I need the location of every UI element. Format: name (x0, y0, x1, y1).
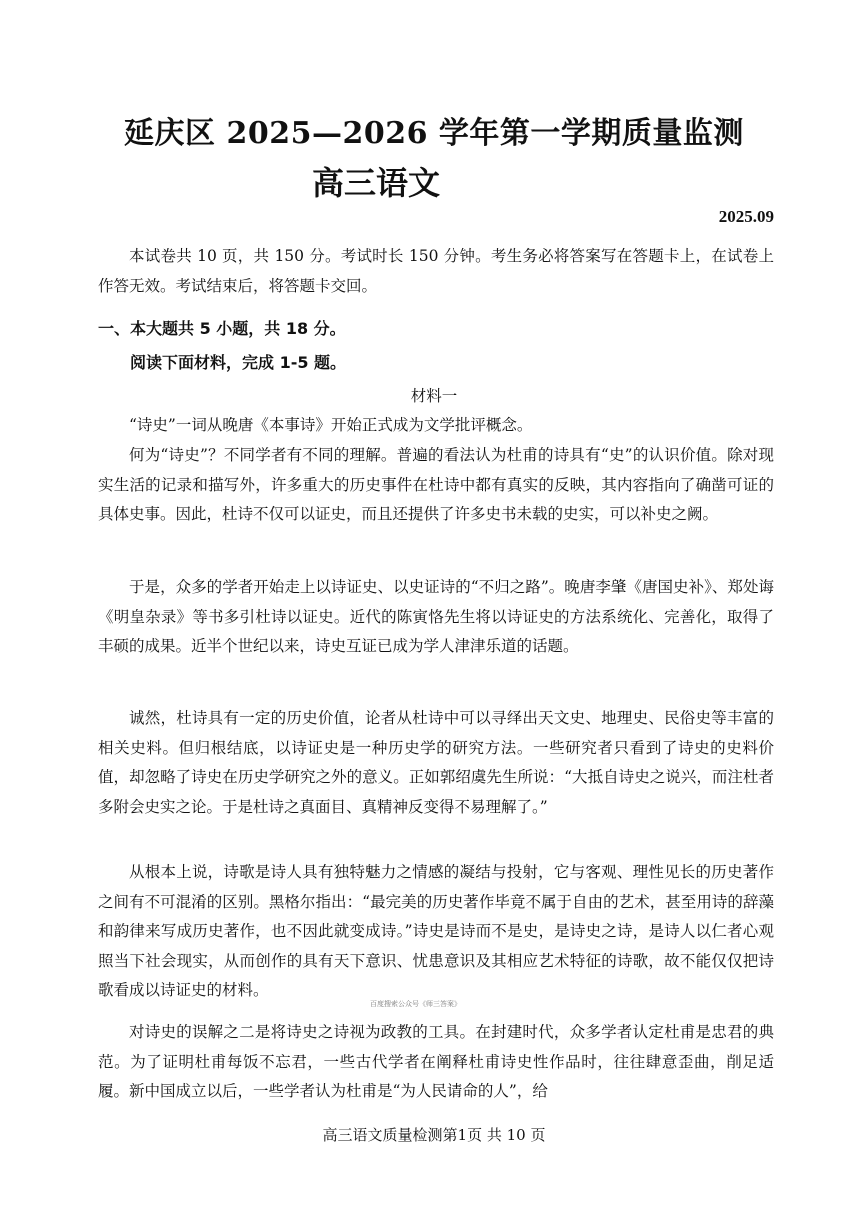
paragraph-1: “诗史”一词从晚唐《本事诗》开始正式成为文学批评概念。 (129, 416, 533, 434)
section-heading: 一、本大题共 5 小题，共 18 分。 (98, 319, 346, 338)
paragraph-3: 于是，众多的学者开始走上以诗证史、以史证诗的“不归之路”。晚唐李肇《唐国史补》、郑处诲《明皇杂录》等书多引杜诗以证史。近代的陈寅恪先生将以诗证史的方法系统化、完善化，取得了丰硕的成果。近半个世纪以来，诗史互证已成为学人津津乐道的话题。 (98, 578, 774, 655)
exam-date: 2025.09 (718, 207, 774, 226)
exam-instructions: 本试卷共 10 页，共 150 分。考试时长 150 分钟。考生务必将答案写在答题卡上，在试卷上作答无效。考试结束后，将答题卡交回。 (98, 247, 774, 295)
paragraph-6: 对诗史的误解之二是将诗史之诗视为政教的工具。在封建时代，众多学者认定杜甫是忠君的典范。为了证明杜甫每饭不忘君，一些古代学者在阐释杜甫诗史性作品时，往往肆意歪曲，削足适履。新中国成立以后，一些学者认为杜甫是“为人民请命的人”，给 (98, 1023, 774, 1100)
section-instruction: 阅读下面材料，完成 1-5 题。 (130, 353, 347, 372)
page-footer: 高三语文质量检测第1页 共 10 页 (322, 1126, 546, 1144)
paragraph-4: 诚然，杜诗具有一定的历史价值，论者从杜诗中可以寻绎出天文史、地理史、民俗史等丰富的相关史料。但归根结底，以诗证史是一种历史学的研究方法。一些研究者只看到了诗史的史料价值，却忽略了诗史在历史学研究之外的意义。正如郭绍虞先生所说：“大抵自诗史之说兴，而注杜者多附会史实之论。于是杜诗之真面目、真精神反变得不易理解了。” (98, 709, 774, 816)
material-title: 材料一 (410, 387, 458, 405)
paragraph-2: 何为“诗史”？不同学者有不同的理解。普遍的看法认为杜甫的诗具有“史”的认识价值。除对现实生活的记录和描写外，许多重大的历史事件在杜诗中都有真实的反映，其内容指向了确凿可证的具体史事。因此，杜诗不仅可以证史，而且还提供了许多史书未载的史实，可以补史之阙。 (98, 446, 774, 523)
exam-subject: 高三语文 (312, 164, 441, 202)
watermark: 百度搜索公众号《师三答案》 (370, 1000, 461, 1008)
exam-title: 延庆区 2025—2026 学年第一学期质量监测 (124, 116, 744, 151)
paragraph-5: 从根本上说，诗歌是诗人具有独特魅力之情感的凝结与投射，它与客观、理性见长的历史著作之间有不可混淆的区别。黑格尔指出：“最完美的历史著作毕竟不属于自由的艺术，甚至用诗的辞藻和韵律来写成历史著作，也不因此就变成诗。”诗史是诗而不是史，是诗史之诗，是诗人以仁者心观照当下社会现实，从而创作的具有天下意识、忧患意识及其相应艺术特征的诗歌，故不能仅仅把诗歌看成以诗证史的材料。 (98, 863, 774, 999)
